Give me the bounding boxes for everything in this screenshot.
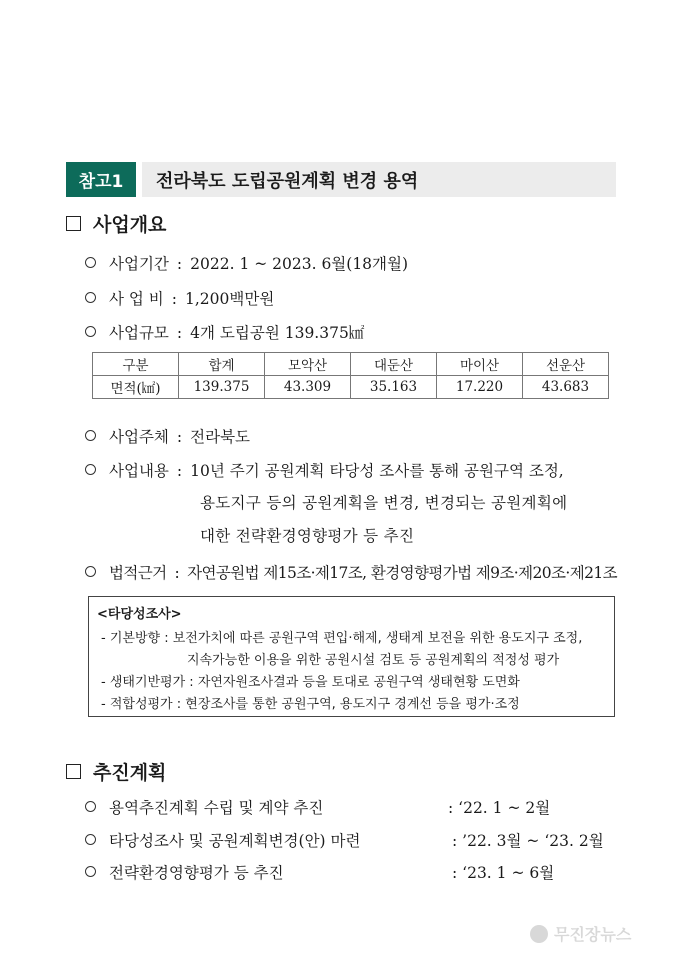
table-header-row bbox=[93, 353, 609, 376]
circle-bullet-icon bbox=[85, 464, 96, 475]
overview-item-content: 사업내용 : 10년 주기 공원계획 타당성 조사를 통해 공원구역 조정, bbox=[85, 459, 564, 481]
table-header-cell: 합계 bbox=[179, 353, 265, 376]
item-value: 자연공원법 제15조·제17조, 환경영향평가법 제9조·제20조·제21조 bbox=[187, 564, 617, 582]
table-cell: 43.683 bbox=[523, 376, 609, 399]
box-line: - 적합성평가 : 현장조사를 통한 공원구역, 용도지구 경계선 등을 평가·조정 bbox=[101, 697, 520, 712]
content-line: 대한 전략환경영향평가 등 추진 bbox=[200, 527, 415, 545]
table-cell: 35.163 bbox=[351, 376, 437, 399]
item-label: 사업주체 bbox=[109, 428, 169, 446]
square-bullet-icon bbox=[66, 764, 81, 779]
document-title: 전라북도 도립공원계획 변경 용역 bbox=[142, 162, 616, 197]
section-heading-plan bbox=[66, 758, 166, 785]
table-cell: 139.375 bbox=[179, 376, 265, 399]
table-header-cell: 마이산 bbox=[437, 353, 523, 376]
section-heading-overview bbox=[66, 210, 166, 237]
item-label: 사업내용 bbox=[109, 462, 169, 480]
circle-bullet-icon bbox=[85, 801, 96, 812]
table-cell: 17.220 bbox=[437, 376, 523, 399]
square-bullet-icon bbox=[66, 216, 81, 231]
watermark-text: 무진장뉴스 bbox=[554, 925, 632, 944]
circle-bullet-icon bbox=[85, 430, 96, 441]
circle-bullet-icon bbox=[85, 292, 96, 303]
circle-bullet-icon bbox=[85, 566, 96, 577]
box-line: - 생태기반평가 : 자연자원조사결과 등을 토대로 공원구역 생태현황 도면화 bbox=[101, 675, 520, 690]
item-value: 10년 주기 공원계획 타당성 조사를 통해 공원구역 조정, bbox=[190, 462, 564, 480]
circle-bullet-icon bbox=[85, 866, 96, 877]
table-header-cell: 대둔산 bbox=[351, 353, 437, 376]
overview-item-legal: 법적근거 : 자연공원법 제15조·제17조, 환경영향평가법 제9조·제20조·제21조 bbox=[85, 561, 617, 583]
table-row bbox=[93, 376, 609, 399]
reference-label: 참고1 bbox=[66, 162, 136, 197]
plan-item bbox=[85, 861, 284, 883]
overview-item-period: 사업기간 : 2022. 1 ~ 2023. 6월(18개월) bbox=[85, 252, 408, 274]
overview-item-budget: 사 업 비 : 1,200백만원 bbox=[85, 287, 274, 309]
table-header-cell: 선운산 bbox=[523, 353, 609, 376]
plan-date: : ’22. 3월 ~ ‘23. 2월 bbox=[452, 832, 604, 850]
box-title: <타당성조사> bbox=[97, 607, 182, 622]
overview-item-scale: 사업규모 : 4개 도립공원 139.375㎢ bbox=[85, 321, 364, 343]
item-label: 사업기간 bbox=[109, 255, 169, 273]
item-label: 사업규모 bbox=[109, 324, 169, 342]
table-header-cell: 구분 bbox=[93, 353, 179, 376]
circle-bullet-icon bbox=[85, 257, 96, 268]
section-heading-text: 사업개요 bbox=[93, 214, 167, 236]
plan-task: 용역추진계획 수립 및 계약 추진 bbox=[109, 799, 324, 817]
watermark bbox=[530, 922, 631, 945]
plan-task: 타당성조사 및 공원계획변경(안) 마련 bbox=[109, 832, 361, 850]
plan-date: : ‘23. 1 ~ 6월 bbox=[452, 864, 555, 882]
plan-task: 전략환경영향평가 등 추진 bbox=[109, 864, 284, 882]
item-label: 사 업 비 bbox=[109, 290, 164, 308]
content-line: 용도지구 등의 공원계획을 변경, 변경되는 공원계획에 bbox=[200, 494, 568, 512]
plan-date: : ‘22. 1 ~ 2월 bbox=[448, 799, 551, 817]
box-line: - 기본방향 : 보전가치에 따른 공원구역 편입·해제, 생태계 보전을 위한 용도지구 조정, bbox=[101, 631, 583, 646]
circle-bullet-icon bbox=[85, 834, 96, 845]
logo-icon bbox=[530, 925, 548, 943]
plan-item bbox=[85, 829, 360, 851]
park-area-table bbox=[92, 352, 609, 399]
feasibility-study-box bbox=[88, 596, 615, 717]
item-label: 법적근거 bbox=[109, 564, 167, 582]
item-value: 1,200백만원 bbox=[185, 290, 275, 308]
table-cell: 면적(㎢) bbox=[93, 376, 179, 399]
circle-bullet-icon bbox=[85, 326, 96, 337]
item-value: 4개 도립공원 139.375㎢ bbox=[190, 324, 365, 342]
plan-item bbox=[85, 796, 323, 818]
item-value: 2022. 1 ~ 2023. 6월(18개월) bbox=[190, 255, 409, 273]
reference-title-bar bbox=[66, 162, 616, 197]
table-header-cell: 모악산 bbox=[265, 353, 351, 376]
box-line: 지속가능한 이용을 위한 공원시설 검토 등 공원계획의 적정성 평가 bbox=[187, 653, 560, 668]
overview-item-agency: 사업주체 : 전라북도 bbox=[85, 425, 250, 447]
section-heading-text: 추진계획 bbox=[93, 762, 167, 784]
item-value: 전라북도 bbox=[190, 428, 251, 446]
table-cell: 43.309 bbox=[265, 376, 351, 399]
